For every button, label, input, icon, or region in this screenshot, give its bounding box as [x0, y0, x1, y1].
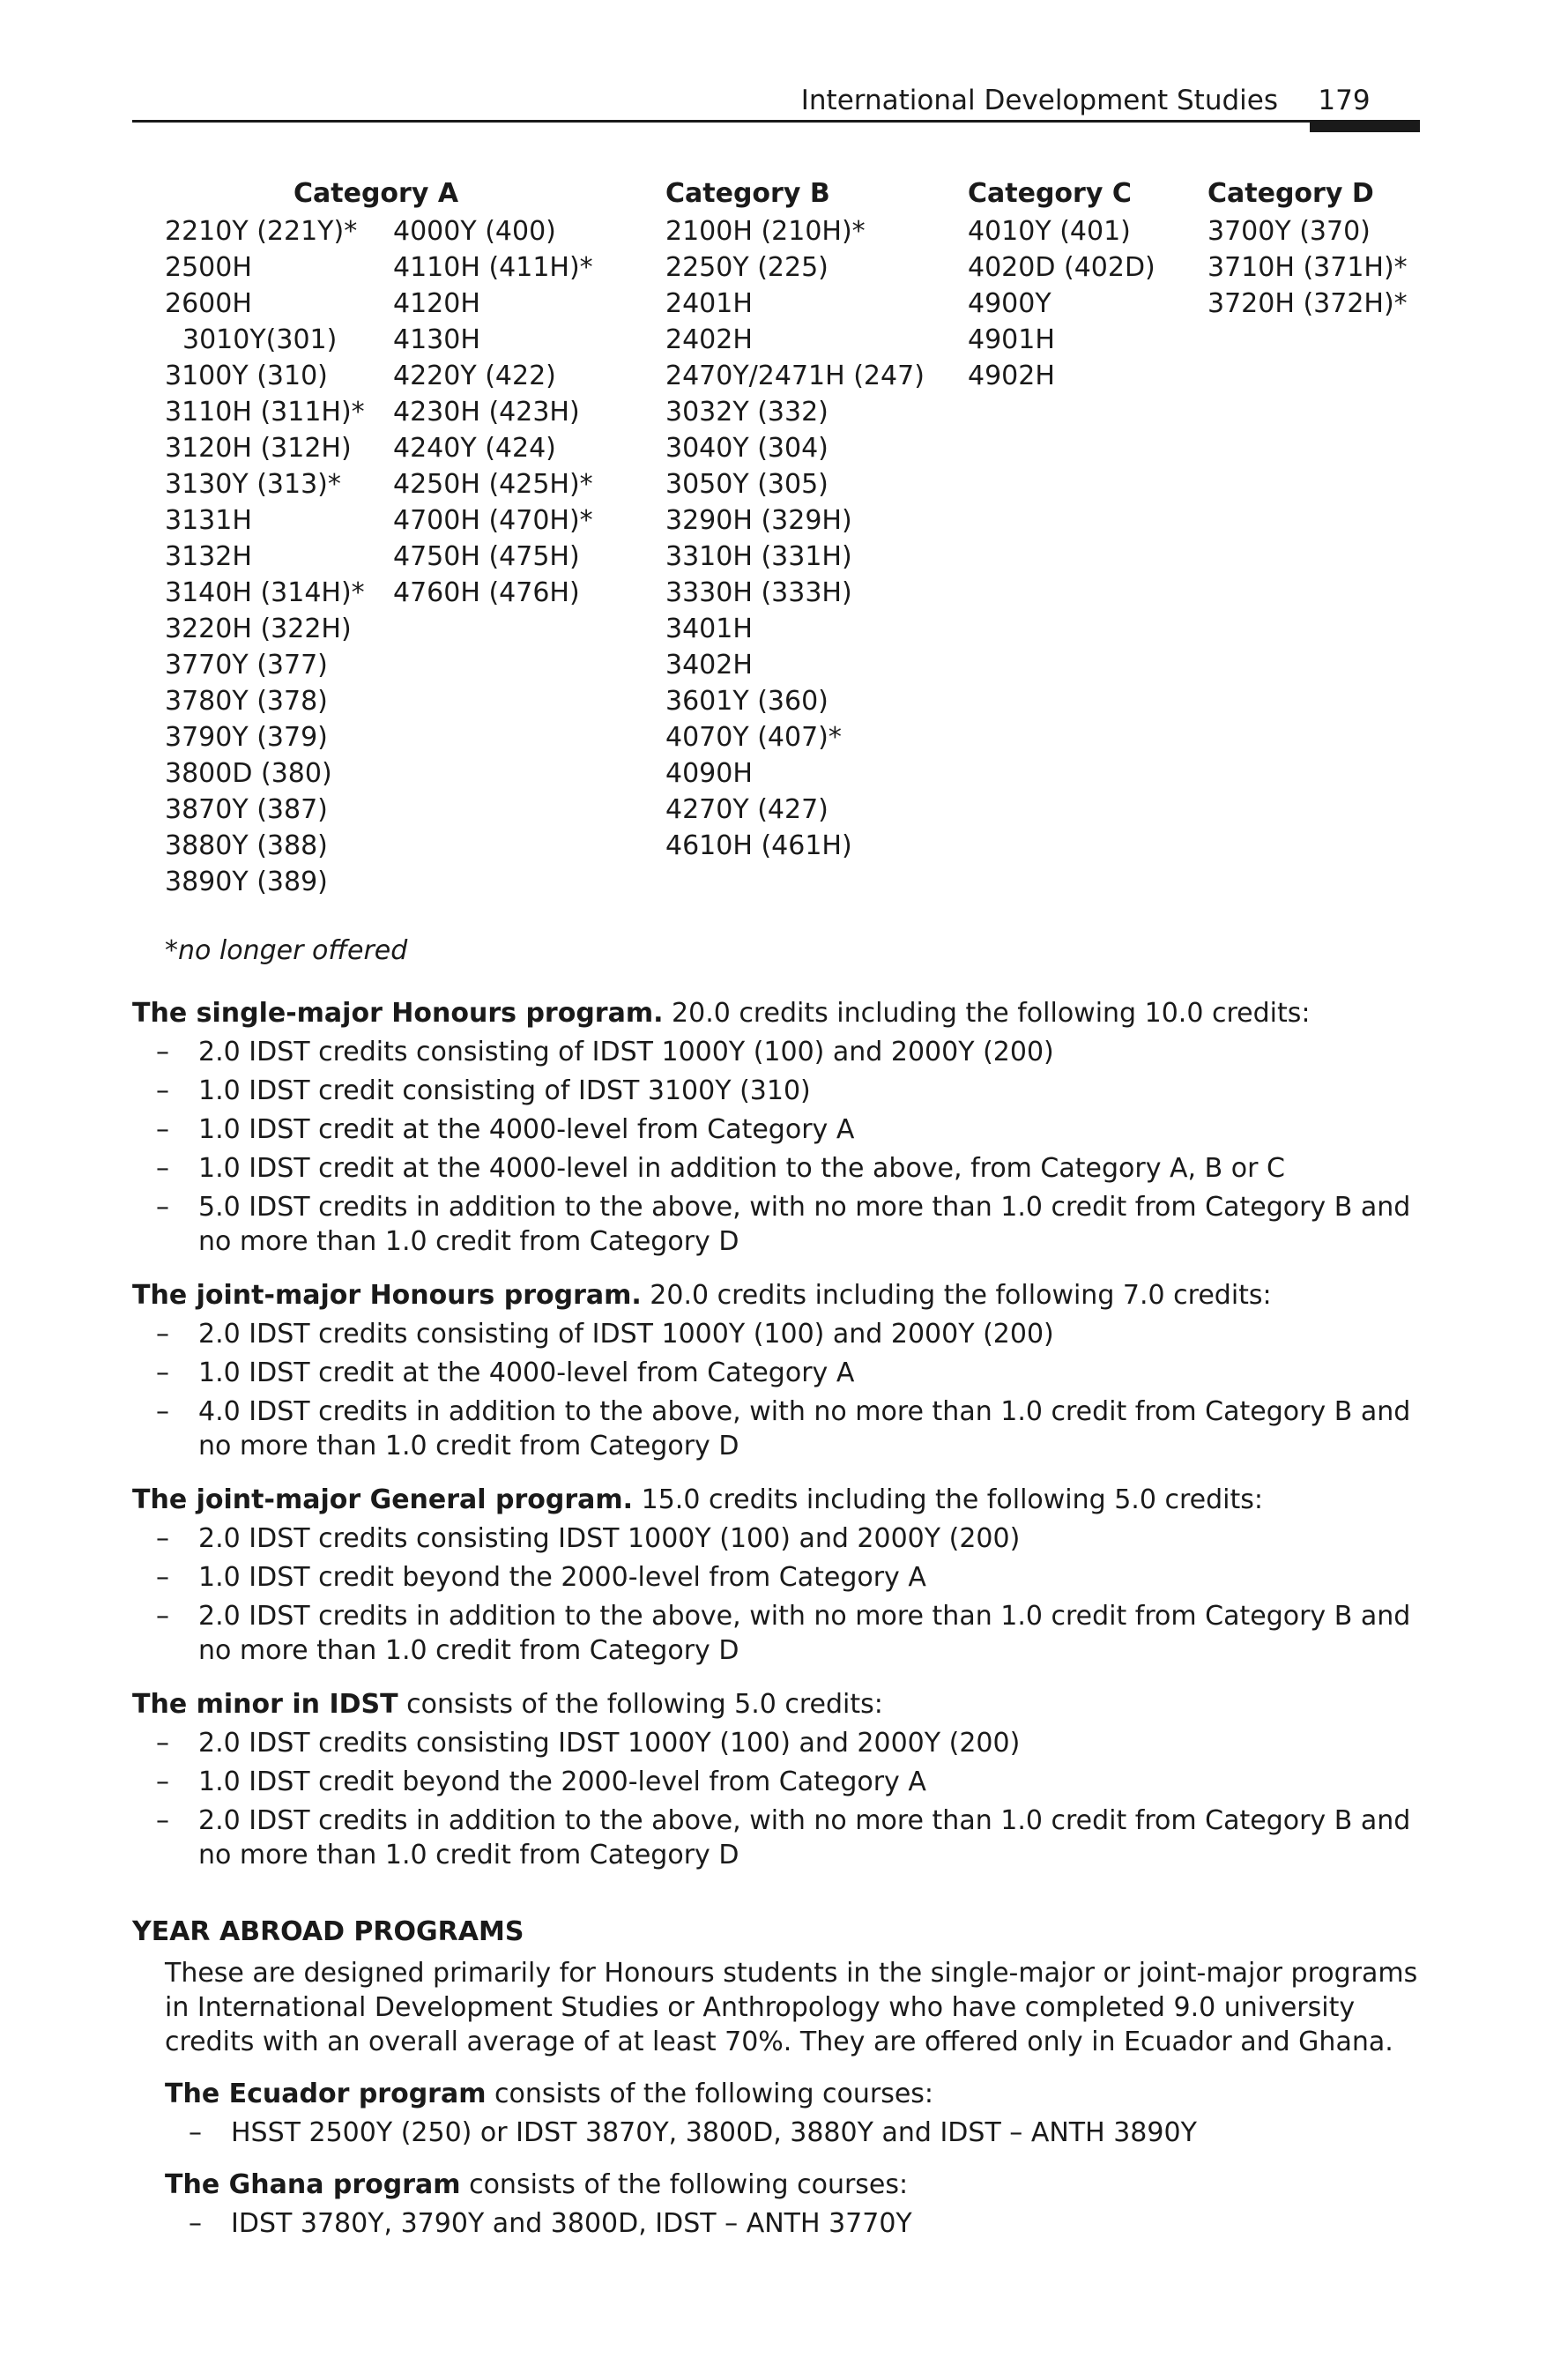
course-code: 4901H — [968, 324, 1055, 355]
course-code: 3402H — [665, 650, 753, 681]
requirement-list — [132, 1035, 1428, 1259]
program-section — [132, 1687, 1428, 1872]
requirement-item: – 1.0 IDST credit at the 4000-level from Category A — [132, 1356, 1428, 1390]
course-code: 4000Y (400) — [393, 216, 556, 247]
ghana-program — [165, 2168, 1428, 2241]
course-code: 3330H (333H) — [665, 577, 852, 608]
course-code: 3110H (311H)* — [165, 397, 365, 428]
program-section — [132, 1483, 1428, 1668]
course-code: 4240Y (424) — [393, 433, 556, 464]
course-code: 3220H (322H) — [165, 614, 352, 644]
ecuador-course-list — [165, 2116, 1428, 2150]
program-title: The joint-major Honours program. 20.0 credits including the following 7.0 credits: — [132, 1280, 1272, 1311]
course-code: 3800D (380) — [165, 758, 332, 789]
course-code: 4270Y (427) — [665, 794, 829, 825]
no-longer-offered-note: *no longer offered — [165, 935, 408, 966]
requirement-item: – 2.0 IDST credits in addition to the above, with no more than 1.0 credit from Category B and no more than 1.0 credit from Category D — [132, 1804, 1428, 1872]
course-item: – IDST 3780Y, 3790Y and 3800D, IDST – ANTH 3770Y — [165, 2206, 1428, 2241]
course-code: 2250Y (225) — [665, 252, 829, 283]
course-code: 3050Y (305) — [665, 469, 829, 500]
page-number: 179 — [1318, 85, 1371, 116]
year-abroad-heading: YEAR ABROAD PROGRAMS — [132, 1916, 524, 1947]
course-code: 4700H (470H)* — [393, 505, 593, 536]
requirement-item: – 2.0 IDST credits consisting of IDST 1000Y (100) and 2000Y (200) — [132, 1035, 1428, 1069]
category-d-heading: Category D — [1207, 178, 1374, 209]
category-d-column — [1207, 213, 1408, 322]
course-code: 3710H (371H)* — [1207, 252, 1408, 283]
requirement-item: – 1.0 IDST credit consisting of IDST 3100Y (310) — [132, 1074, 1428, 1108]
program-sections — [132, 996, 1428, 2258]
course-code: 3310H (331H) — [665, 541, 852, 572]
course-code: 4900Y — [968, 288, 1051, 319]
requirement-item: – 1.0 IDST credit beyond the 2000-level from Category A — [132, 1765, 1428, 1799]
category-b-column — [665, 213, 925, 864]
course-code: 3870Y (387) — [165, 794, 328, 825]
requirement-item: – 5.0 IDST credits in addition to the above, with no more than 1.0 credit from Category B and no more than 1.0 credit from Category D — [132, 1190, 1428, 1259]
course-code: 3131H — [165, 505, 252, 536]
running-header-title: International Development Studies — [800, 85, 1278, 116]
course-code: 4070Y (407)* — [665, 722, 842, 753]
course-code: 3100Y (310) — [165, 361, 328, 391]
requirement-item: – 2.0 IDST credits consisting IDST 1000Y (100) and 2000Y (200) — [132, 1521, 1428, 1556]
year-abroad-body — [132, 1956, 1428, 2241]
course-code: 4220Y (422) — [393, 361, 556, 391]
course-code: 2100H (210H)* — [665, 216, 866, 247]
course-code: 2401H — [665, 288, 753, 319]
course-code: 3880Y (388) — [165, 830, 328, 861]
course-code: 4610H (461H) — [665, 830, 852, 861]
course-item: – HSST 2500Y (250) or IDST 3870Y, 3800D, 3880Y and IDST – ANTH 3890Y — [165, 2116, 1428, 2150]
category-a-column-1 — [165, 213, 365, 900]
requirement-list — [132, 1521, 1428, 1668]
course-code: 4902H — [968, 361, 1055, 391]
ecuador-program — [165, 2077, 1428, 2150]
course-code: 4250H (425H)* — [393, 469, 593, 500]
course-code: 4090H — [665, 758, 753, 789]
ecuador-program-title: The Ecuador program consists of the following courses: — [165, 2079, 934, 2109]
course-code: 4110H (411H)* — [393, 252, 593, 283]
year-abroad-intro: These are designed primarily for Honours students in the single-major or joint-major programs in International Development Studies or Anthropology who have completed 9.0 university credits with an overall average of at least 70%. They are offered only in Ecuador and Ghana. — [165, 1958, 1418, 2057]
program-title: The joint-major General program. 15.0 credits including the following 5.0 credits: — [132, 1484, 1263, 1515]
category-a-column-2 — [393, 213, 593, 611]
category-b-heading: Category B — [665, 178, 830, 209]
program-list — [132, 996, 1428, 1872]
requirement-item: – 2.0 IDST credits in addition to the above, with no more than 1.0 credit from Category B and no more than 1.0 credit from Category D — [132, 1599, 1428, 1668]
course-code: 4020D (402D) — [968, 252, 1155, 283]
course-code: 3780Y (378) — [165, 686, 328, 717]
header-rule — [132, 120, 1419, 123]
course-code: 2500H — [165, 252, 252, 283]
category-c-column — [968, 213, 1155, 394]
course-code: 2470Y/2471H (247) — [665, 361, 925, 391]
course-code: 3601Y (360) — [665, 686, 829, 717]
requirement-item: – 2.0 IDST credits consisting IDST 1000Y (100) and 2000Y (200) — [132, 1726, 1428, 1760]
requirement-list — [132, 1317, 1428, 1463]
program-title: The minor in IDST consists of the following 5.0 credits: — [132, 1689, 883, 1720]
course-code: 3720H (372H)* — [1207, 288, 1408, 319]
ghana-course-list — [165, 2206, 1428, 2241]
course-code: 3401H — [665, 614, 753, 644]
program-title: The single-major Honours program. 20.0 credits including the following 10.0 credits: — [132, 998, 1311, 1029]
category-a-heading: Category A — [294, 178, 459, 209]
course-code: 3770Y (377) — [165, 650, 328, 681]
course-code: 2600H — [165, 288, 252, 319]
requirement-item: – 4.0 IDST credits in addition to the above, with no more than 1.0 credit from Category B and no more than 1.0 credit from Category D — [132, 1395, 1428, 1463]
course-code: 4010Y (401) — [968, 216, 1131, 247]
requirement-item: – 2.0 IDST credits consisting of IDST 1000Y (100) and 2000Y (200) — [132, 1317, 1428, 1351]
course-code: 3132H — [165, 541, 252, 572]
course-code: 3290H (329H) — [665, 505, 852, 536]
course-code: 2402H — [665, 324, 753, 355]
course-code: 3010Y(301) — [182, 324, 338, 355]
course-code: 3032Y (332) — [665, 397, 829, 428]
course-code: 3700Y (370) — [1207, 216, 1371, 247]
course-code: 4130H — [393, 324, 480, 355]
ghana-program-title: The Ghana program consists of the following courses: — [165, 2169, 909, 2200]
course-code: 3890Y (389) — [165, 866, 328, 897]
course-code: 3790Y (379) — [165, 722, 328, 753]
course-code: 4230H (423H) — [393, 397, 580, 428]
requirement-list — [132, 1726, 1428, 1872]
course-code: 4760H (476H) — [393, 577, 580, 608]
program-section — [132, 996, 1428, 1259]
header-thumb-tab — [1310, 120, 1420, 132]
course-code: 2210Y (221Y)* — [165, 216, 358, 247]
course-code: 4750H (475H) — [393, 541, 580, 572]
course-code: 4120H — [393, 288, 480, 319]
requirement-item: – 1.0 IDST credit at the 4000-level from Category A — [132, 1112, 1428, 1147]
requirement-item: – 1.0 IDST credit at the 4000-level in addition to the above, from Category A, B or C — [132, 1151, 1428, 1186]
course-code: 3130Y (313)* — [165, 469, 341, 500]
category-c-heading: Category C — [968, 178, 1132, 209]
requirement-item: – 1.0 IDST credit beyond the 2000-level from Category A — [132, 1560, 1428, 1595]
program-section — [132, 1278, 1428, 1463]
course-code: 3140H (314H)* — [165, 577, 365, 608]
course-code: 3040Y (304) — [665, 433, 829, 464]
course-code: 3120H (312H) — [165, 433, 352, 464]
